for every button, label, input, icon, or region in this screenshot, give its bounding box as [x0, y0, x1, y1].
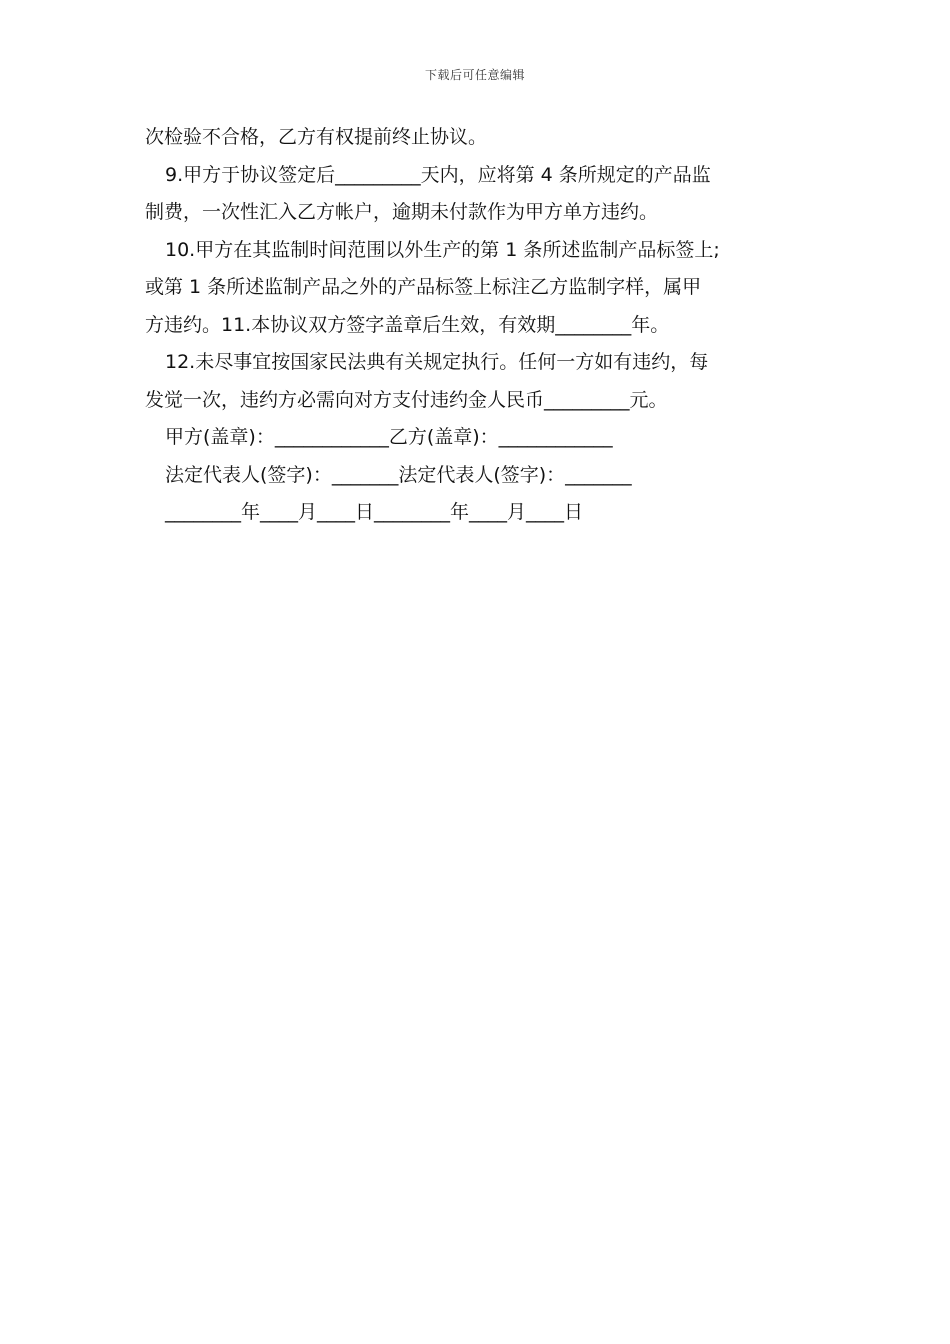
clause-10-line-1: 10.甲方在其监制时间范围以外生产的第 1 条所述监制产品标签上; — [165, 238, 720, 261]
clause-12-line-1: 12.未尽事宜按国家民法典有关规定执行。任何一方如有违约，每 — [165, 351, 709, 373]
document-body — [145, 119, 815, 532]
clause-12-line-2: 发觉一次，违约方必需向对方支付违约金人民币_________元。 — [145, 388, 668, 411]
header-note: 下载后可任意编辑 — [424, 68, 525, 82]
clause-10-11-line-3: 方违约。11.本协议双方签字盖章后生效，有效期________年。 — [145, 313, 670, 336]
seal-line: 甲方(盖章)：____________乙方(盖章)：____________ — [165, 426, 613, 448]
clause-9-line-2: 制费，一次性汇入乙方帐户，逾期未付款作为甲方单方违约。 — [145, 201, 659, 223]
clause-10-line-2: 或第 1 条所述监制产品之外的产品标签上标注乙方监制字样，属甲 — [145, 276, 702, 298]
signature-line: 法定代表人(签字)：_______法定代表人(签字)：_______ — [165, 463, 632, 486]
paragraph-8-continuation: 次检验不合格，乙方有权提前终止协议。 — [145, 126, 488, 148]
date-line: ________年____月____日________年____月____日 — [165, 501, 584, 523]
clause-9-line-1: 9.甲方于协议签定后_________天内，应将第 4 条所规定的产品监 — [165, 163, 711, 186]
